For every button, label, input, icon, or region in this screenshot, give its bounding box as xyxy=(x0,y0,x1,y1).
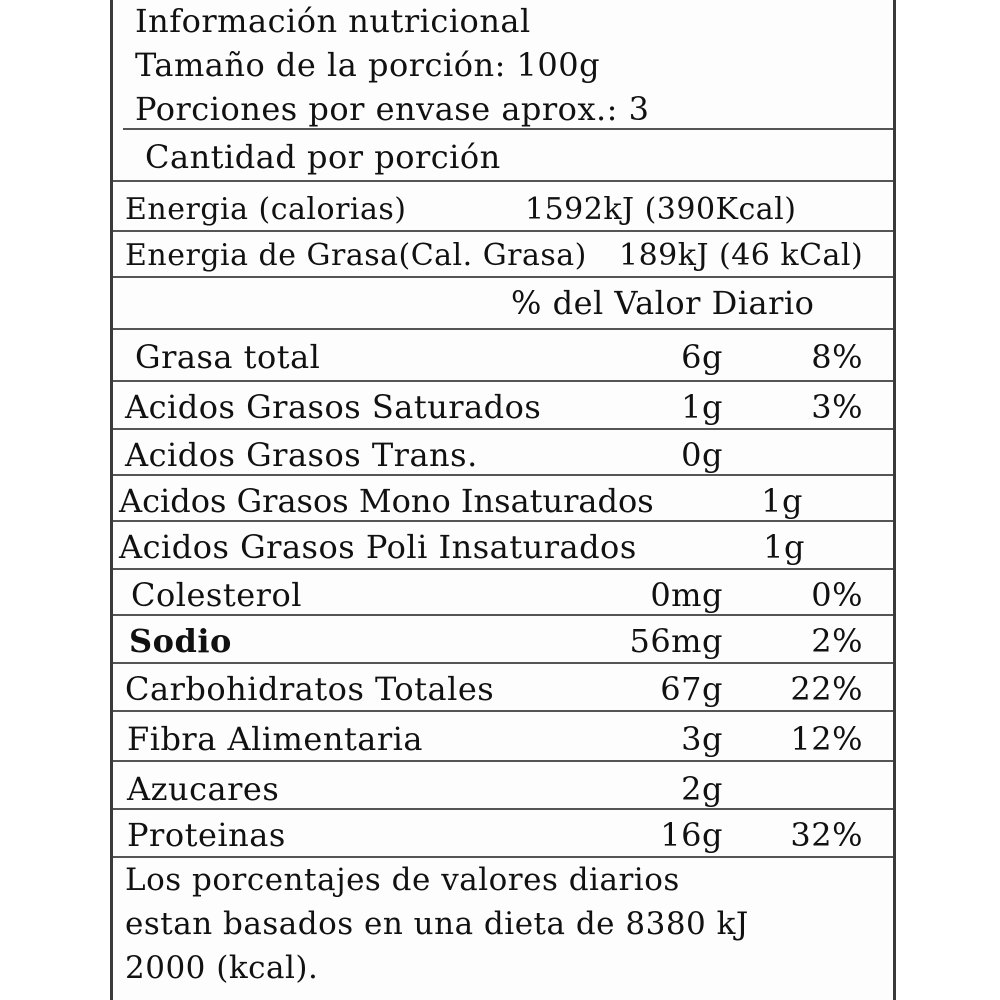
nutrient-dv: 22% xyxy=(790,670,863,708)
nutrient-name: Acidos Grasos Poli Insaturados xyxy=(119,528,637,566)
amount-per-serving: Cantidad por porción xyxy=(145,138,501,176)
divider xyxy=(113,662,893,664)
energy-label: Energia (calorias) xyxy=(125,192,407,227)
nutrient-dv: 0% xyxy=(811,576,863,614)
nutrient-amount: 0g xyxy=(681,436,723,474)
serving-size: Tamaño de la porción: 100g xyxy=(135,46,601,84)
nutrient-dv: 8% xyxy=(811,338,863,376)
daily-value-header: % del Valor Diario xyxy=(511,284,815,322)
nutrient-name: Proteinas xyxy=(127,816,286,854)
energy-value: 1592kJ (390Kcal) xyxy=(525,192,797,227)
nutrition-label xyxy=(110,0,896,1000)
nutrient-name: Colesterol xyxy=(131,576,302,614)
nutrient-name: Grasa total xyxy=(135,338,321,376)
label-title: Información nutricional xyxy=(135,2,531,40)
nutrient-amount: 67g xyxy=(660,670,723,708)
divider xyxy=(113,474,893,476)
divider xyxy=(113,276,893,278)
divider xyxy=(113,428,893,430)
nutrient-amount: 1g xyxy=(761,482,803,520)
nutrient-amount: 0mg xyxy=(650,576,723,614)
divider xyxy=(113,520,893,522)
nutrient-name: Fibra Alimentaria xyxy=(127,720,423,758)
divider xyxy=(113,856,893,858)
divider xyxy=(113,808,893,810)
divider xyxy=(113,230,893,232)
divider xyxy=(123,128,893,130)
fat-energy-label: Energia de Grasa(Cal. Grasa) xyxy=(125,238,587,273)
nutrient-amount: 6g xyxy=(681,338,723,376)
fat-energy-value: 189kJ (46 kCal) xyxy=(619,238,864,273)
nutrient-amount: 3g xyxy=(681,720,723,758)
divider xyxy=(113,180,893,182)
nutrient-name: Azucares xyxy=(127,770,280,808)
footnote-line: 2000 (kcal). xyxy=(125,950,319,986)
servings-per-container: Porciones por envase aprox.: 3 xyxy=(135,90,650,128)
nutrient-name: Carbohidratos Totales xyxy=(125,670,495,708)
nutrient-dv: 12% xyxy=(790,720,863,758)
divider xyxy=(113,380,893,382)
nutrient-name: Sodio xyxy=(129,622,232,660)
nutrient-amount: 1g xyxy=(681,388,723,426)
divider xyxy=(113,614,893,616)
nutrient-name: Acidos Grasos Mono Insaturados xyxy=(119,482,654,520)
nutrient-amount: 56mg xyxy=(629,622,723,660)
nutrient-amount: 1g xyxy=(763,528,805,566)
nutrient-dv: 2% xyxy=(811,622,863,660)
divider xyxy=(113,328,893,330)
divider xyxy=(113,760,893,762)
divider xyxy=(113,710,893,712)
nutrient-name: Acidos Grasos Trans. xyxy=(125,436,478,474)
footnote-line: estan basados en una dieta de 8380 kJ xyxy=(125,906,749,942)
nutrient-dv: 3% xyxy=(811,388,863,426)
divider xyxy=(113,568,893,570)
nutrient-name: Acidos Grasos Saturados xyxy=(125,388,542,426)
nutrient-amount: 16g xyxy=(660,816,723,854)
nutrient-amount: 2g xyxy=(681,770,723,808)
nutrient-dv: 32% xyxy=(790,816,863,854)
footnote-line: Los porcentajes de valores diarios xyxy=(125,862,680,898)
